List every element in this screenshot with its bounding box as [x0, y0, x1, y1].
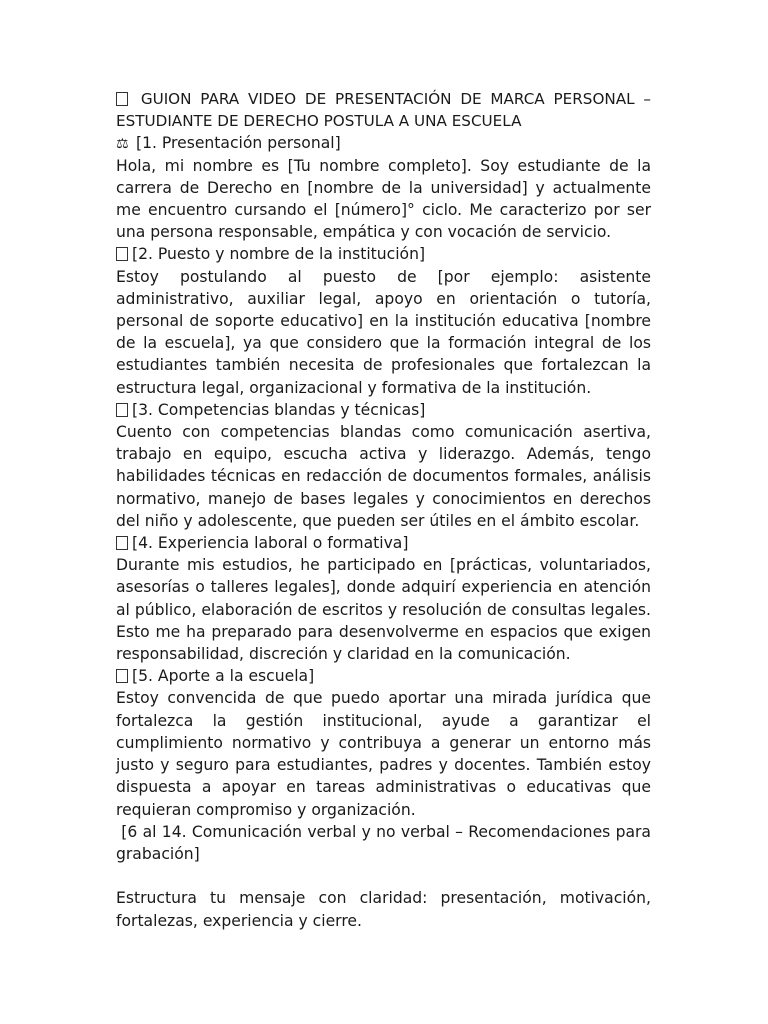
missing-glyph-icon — [116, 669, 128, 683]
scale-icon: ⚖ — [116, 136, 129, 153]
closing-paragraph: Estructura tu mensaje con claridad: presentación, motivación, fortalezas, experiencia y cierre. — [116, 889, 651, 930]
section-heading-text: [3. Competencias blandas y técnicas] — [132, 400, 426, 419]
section-body-5: Estoy convencida de que puedo aportar una mirada jurídica que fortalezca la gestión institucional, ayude a garantizar el cumplimiento normativo y contribuya a generar un entorno más justo y seguro para estudiantes, padres y docentes. También estoy dispuesta a apoyar en tareas administrativas o educativas que requieran compromiso y organización. — [116, 689, 651, 819]
section-heading-text: [4. Experiencia laboral o formativa] — [132, 534, 409, 553]
section-body-3: Cuento con competencias blandas como comunicación asertiva, trabajo en equipo, escucha activa y liderazgo. Además, tengo habilidades técnicas en redacción de documentos formales, análisis normativo, manejo de bases legales y conocimientos en derechos del niño y adolescente, que pueden ser útiles en el ámbito escolar. — [116, 423, 651, 530]
section-heading-1 — [116, 132, 651, 154]
section-heading-text: [5. Aporte a la escuela] — [132, 667, 315, 686]
missing-glyph-icon — [116, 92, 128, 106]
section-heading-text: [2. Puesto y nombre de la institución] — [132, 245, 426, 264]
section-heading-5 — [116, 665, 651, 687]
section-heading-text: [1. Presentación personal] — [136, 134, 341, 153]
document-title — [116, 88, 651, 132]
section-body-2: Estoy postulando al puesto de [por ejemplo: asistente administrativo, auxiliar legal, apoyo en orientación o tutoría, personal de soporte educativo] en la institución educativa [nombre de la escuela], ya que considero que la formación integral de los estudiantes también necesita de profesionales que fortalezcan la estructura legal, organizacional y formativa de la institución. — [116, 267, 651, 397]
recommendation-heading: [6 al 14. Comunicación verbal y no verbal – Recomendaciones para grabación] — [116, 822, 656, 863]
title-text: GUION PARA VIDEO DE PRESENTACIÓN DE MARCA PERSONAL – ESTUDIANTE DE DERECHO POSTULA A UNA ESCUELA — [116, 90, 652, 131]
document-page — [116, 88, 656, 932]
section-body-1: Hola, mi nombre es [Tu nombre completo]. Soy estudiante de la carrera de Derecho en [nombre de la universidad] y actualmente me encuentro cursando el [número]° ciclo. Me caracterizo por ser una persona responsable, empática y con vocación de servicio. — [116, 156, 651, 242]
section-heading-2 — [116, 243, 651, 265]
missing-glyph-icon — [116, 247, 128, 261]
missing-glyph-icon — [116, 536, 128, 550]
blank-line — [116, 865, 651, 887]
missing-glyph-icon — [116, 403, 128, 417]
section-heading-4 — [116, 532, 651, 554]
section-heading-3 — [116, 399, 651, 421]
section-body-4: Durante mis estudios, he participado en [prácticas, voluntariados, asesorías o talleres legales], donde adquirí experiencia en atención al público, elaboración de escritos y resolución de consultas legales. Esto me ha preparado para desenvolverme en espacios que exigen responsabilidad, discreción y claridad en la comunicación. — [116, 556, 651, 664]
